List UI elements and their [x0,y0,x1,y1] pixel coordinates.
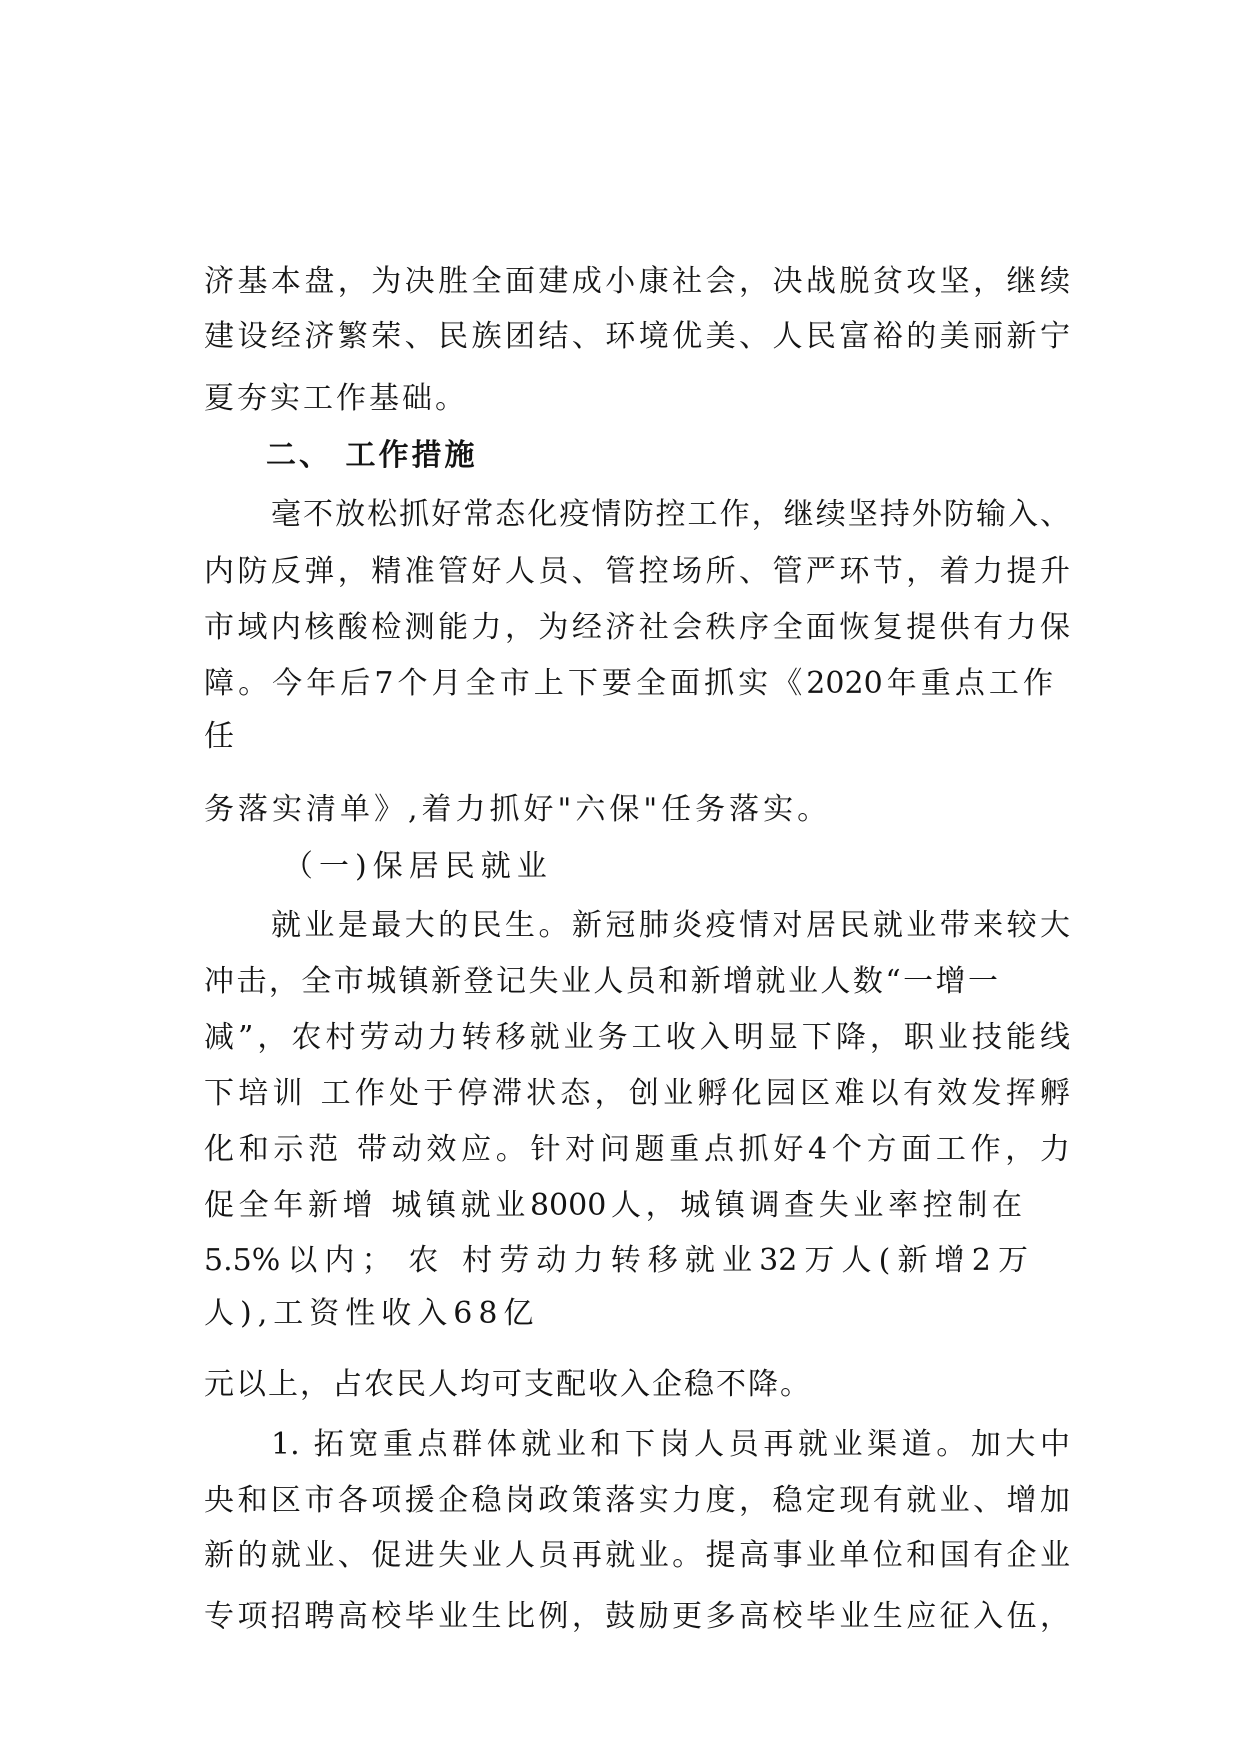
text-line: 新的就业、促进失业人员再就业。提高事业单位和国有企业 [204,1538,1070,1573]
text-line: 内防反弹，精准管好人员、管控场所、管严环节，着力提升 [204,554,1070,589]
text-line: 障。今年后7个月全市上下要全面抓实《2020年重点工作 [204,666,1053,701]
text-line: 化和示范 带动效应。针对问题重点抓好4个方面工作，力 [204,1132,1070,1167]
text-line: 促全年新增 城镇就业8000人，城镇调查失业率控制在 [204,1188,1022,1223]
text-line: 冲击，全市城镇新登记失业人员和新增就业人数“一增一 [204,964,998,999]
text-line: 务落实清单》,着力抓好"六保"任务落实。 [204,792,832,827]
text-line: 央和区市各项援企稳岗政策落实力度，稳定现有就业、增加 [204,1483,1070,1518]
text-line: 就业是最大的民生。新冠肺炎疫情对居民就业带来较大 [271,908,1070,943]
text-line: 1. 拓宽重点群体就业和下岗人员再就业渠道。加大中 [271,1427,1070,1462]
text-line: 元以上，占农民人均可支配收入企稳不降。 [204,1367,812,1402]
text-line: 下培训 工作处于停滞状态，创业孵化园区难以有效发挥孵 [204,1076,1070,1111]
subsection-heading: （一)保居民就业 [283,849,553,884]
section-heading: 二、 工作措施 [266,438,478,473]
text-line: 专项招聘高校毕业生比例，鼓励更多高校毕业生应征入伍， [204,1599,1070,1634]
text-line: 减”，农村劳动力转移就业务工收入明显下降，职业技能线 [204,1020,1070,1055]
text-line: 5.5%以内； 农 村劳动力转移就业32万人(新增2万 [204,1243,1028,1278]
text-line: 市域内核酸检测能力，为经济社会秩序全面恢复提供有力保 [204,610,1070,645]
text-line: 任 [204,719,237,754]
text-line: 济基本盘，为决胜全面建成小康社会，决战脱贫攻坚，继续 [204,264,1070,299]
text-line: 建设经济繁荣、民族团结、环境优美、人民富裕的美丽新宁 [204,319,1070,354]
text-line: 夏夯实工作基础。 [204,381,468,416]
text-line: 毫不放松抓好常态化疫情防控工作，继续坚持外防输入、 [271,497,1070,532]
text-line: 人),工资性收入68亿 [204,1296,540,1331]
